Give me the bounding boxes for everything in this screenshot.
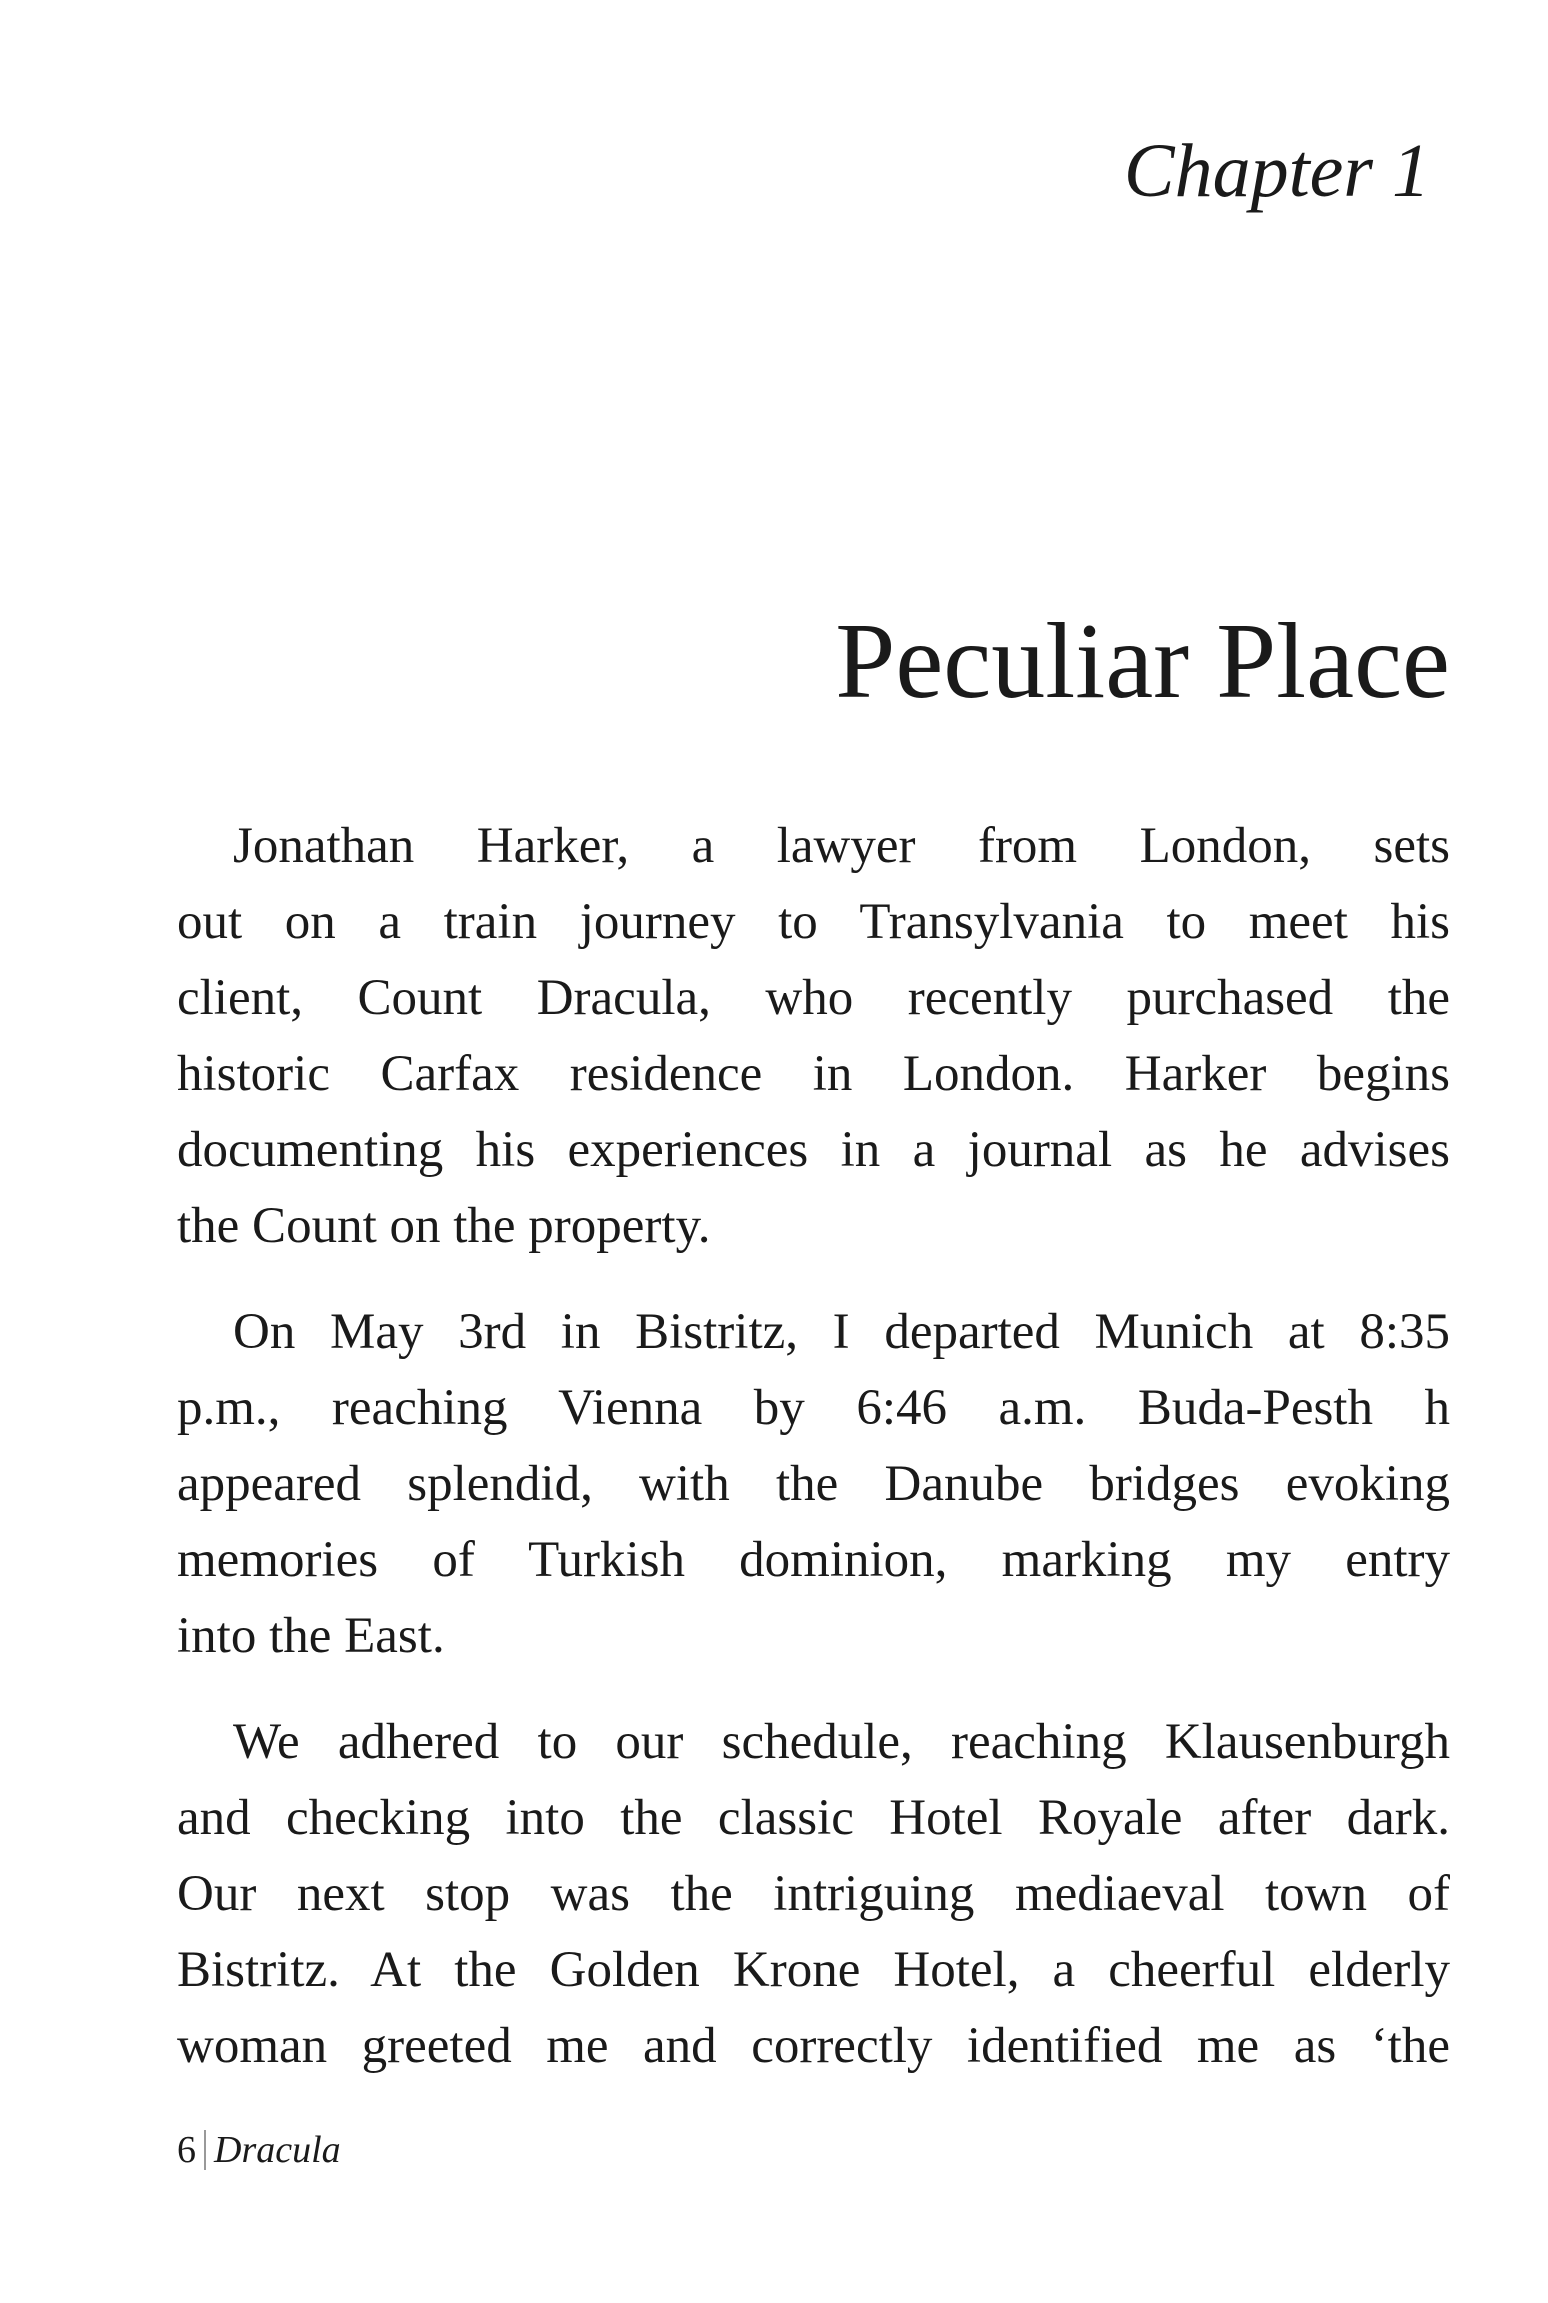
- text-line: out on a train journey to Transylvania to meet his: [177, 894, 1450, 950]
- text-line: On May 3rd in Bistritz, I departed Munich at 8:35: [233, 1304, 1450, 1360]
- book-title: Dracula: [214, 2129, 341, 2171]
- text-line: into the East.: [177, 1608, 445, 1664]
- page-footer: [177, 2128, 341, 2172]
- text-line: We adhered to our schedule, reaching Klausenburgh: [233, 1714, 1450, 1770]
- paragraph: [177, 808, 1450, 1264]
- text-line: historic Carfax residence in London. Harker begins: [177, 1046, 1450, 1102]
- footer-divider: [204, 2130, 206, 2170]
- text-line: p.m., reaching Vienna by 6:46 a.m. Buda-Pesth h: [177, 1380, 1450, 1436]
- text-line: woman greeted me and correctly identified me as ‘the: [177, 2018, 1450, 2074]
- paragraph: [177, 1294, 1450, 1674]
- text-line: memories of Turkish dominion, marking my entry: [177, 1532, 1450, 1588]
- text-line: documenting his experiences in a journal as he advises: [177, 1122, 1450, 1178]
- text-line: appeared splendid, with the Danube bridges evoking: [177, 1456, 1450, 1512]
- chapter-label: Chapter 1: [1123, 129, 1430, 213]
- text-line: Jonathan Harker, a lawyer from London, sets: [233, 818, 1450, 874]
- body-text: [177, 808, 1450, 2114]
- text-line: and checking into the classic Hotel Royale after dark.: [177, 1790, 1450, 1846]
- page-number: 6: [177, 2129, 196, 2171]
- chapter-title: Peculiar Place: [835, 602, 1450, 721]
- text-line: the Count on the property.: [177, 1198, 711, 1254]
- text-line: Bistritz. At the Golden Krone Hotel, a cheerful elderly: [177, 1942, 1450, 1998]
- text-line: Our next stop was the intriguing mediaeval town of: [177, 1866, 1450, 1922]
- text-line: client, Count Dracula, who recently purchased the: [177, 970, 1450, 1026]
- paragraph: [177, 1704, 1450, 2084]
